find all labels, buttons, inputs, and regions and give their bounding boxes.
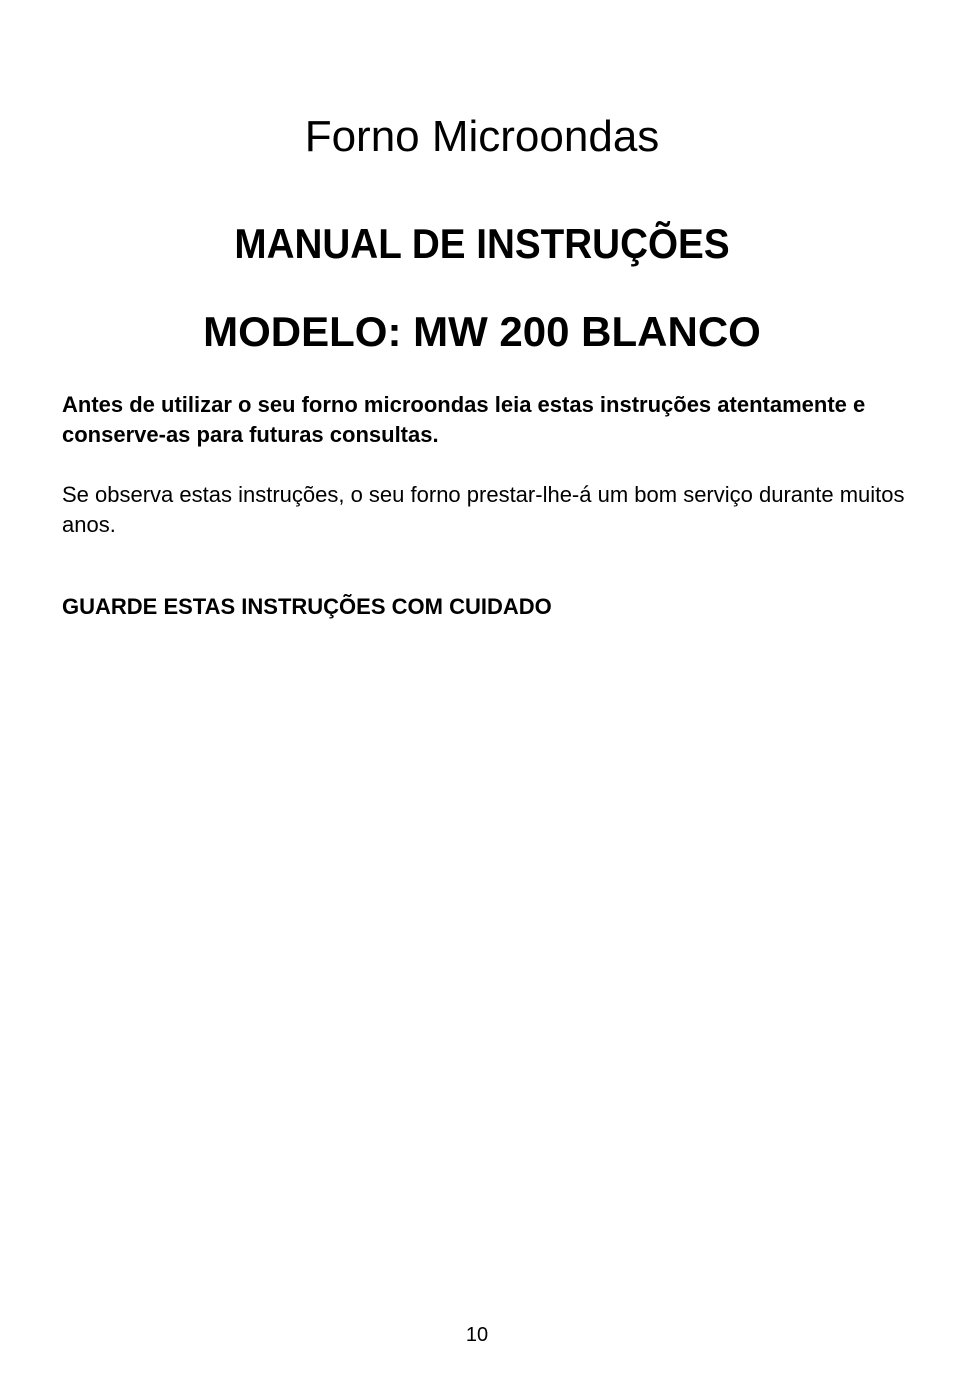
intro-bold-paragraph: Antes de utilizar o seu forno microondas leia estas instruções atentamente e conserve-as para futuras consultas. [62,392,866,447]
intro-paragraph: Se observa estas instruções, o seu forno prestar-lhe-á um bom serviço durante muitos anos. [62,482,905,537]
model-title: MODELO: MW 200 BLANCO [203,308,761,355]
document-subtitle: Forno Microondas [304,112,660,161]
page-number: 10 [465,1324,489,1346]
manual-title: MANUAL DE INSTRUÇÕES [234,220,730,267]
keep-instructions-notice: GUARDE ESTAS INSTRUÇÕES COM CUIDADO [62,594,552,619]
